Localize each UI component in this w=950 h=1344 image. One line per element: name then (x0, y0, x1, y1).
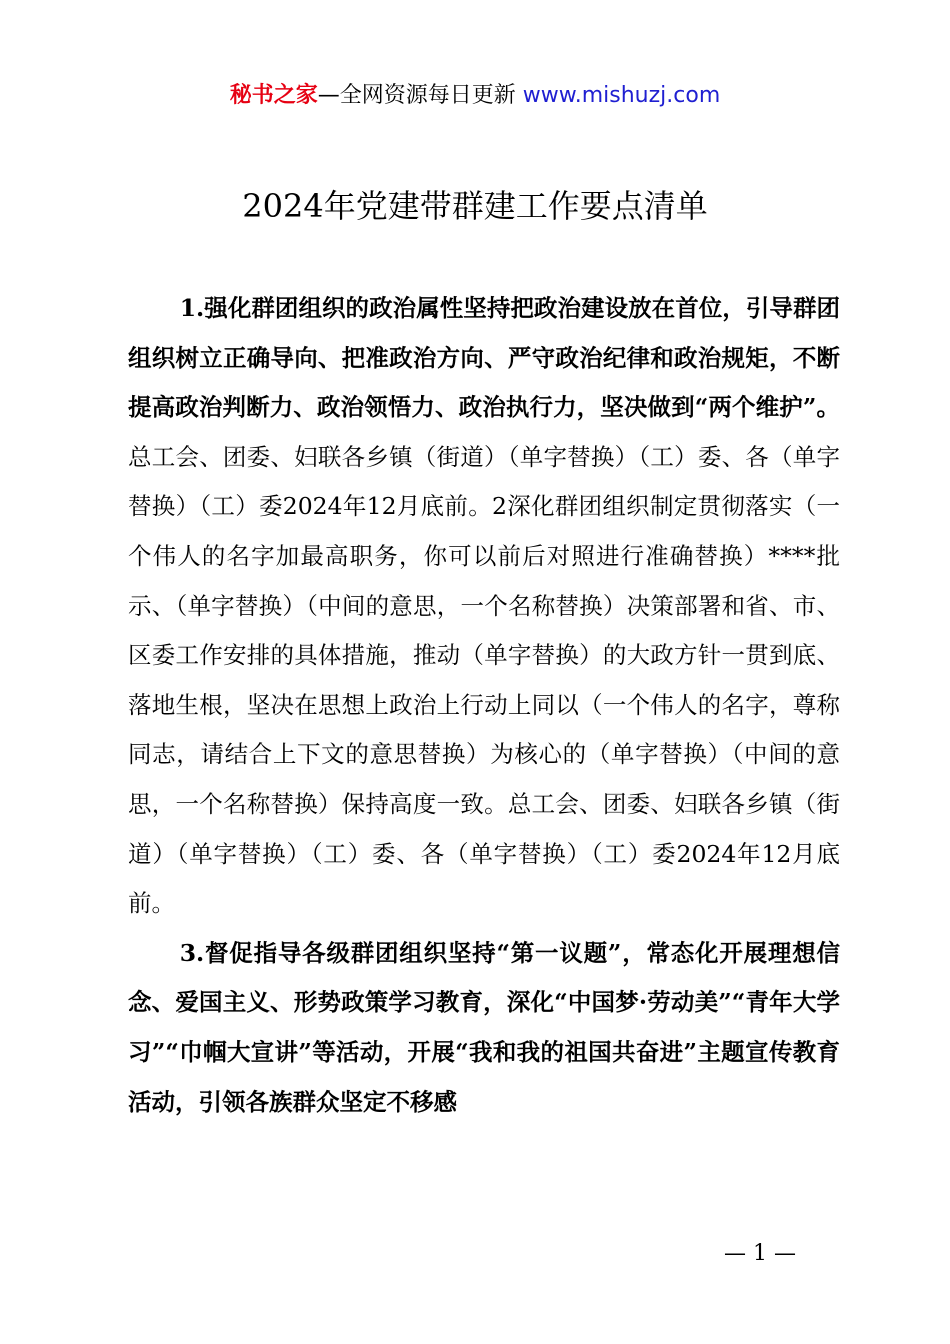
document-body (128, 284, 840, 1127)
site-header (0, 80, 950, 112)
paragraph-3-bold: 3.督促指导各级群团组织坚持“第一议题”，常态化开展理想信念、爱国主义、形势政策学习教育，深化“中国梦·劳动美”“青年大学习”“巾帼大宣讲”等活动，开展“我和我的祖国共奋进”主题宣传教育活动，引领各族群众坚定不移感 (128, 938, 840, 1116)
page-number: — 1 — (724, 1241, 796, 1266)
site-url[interactable]: www.mishuzj.com (515, 83, 721, 108)
paragraph-1 (128, 284, 840, 929)
header-slogan: —全网资源每日更新 (317, 83, 516, 108)
brand-name: 秘书之家 (229, 83, 318, 108)
paragraph-1-text: 总工会、团委、妇联各乡镇（街道）（单字替换）（工）委、各（单字替换）（工）委2024年12月底前。2深化群团组织制定贯彻落实（一个伟人的名字加最高职务，你可以前后对照进行准确替换）****批示、（单字替换）（中间的意思，一个名称替换）决策部署和省、市、区委工作安排的具体措施，推动（单字替换）的大政方针一贯到底、落地生根，坚决在思想上政治上行动上同以（一个伟人的名字，尊称同志，请结合上下文的意思替换）为核心的（单字替换）（中间的意思，一个名称替换）保持高度一致。总工会、团委、妇联各乡镇（街道）（单字替换）（工）委、各（单字替换）（工）委2024年12月底前。 (128, 442, 840, 918)
document-title: 2024年党建带群建工作要点清单 (242, 187, 708, 225)
paragraph-1-bold: 1.强化群团组织的政治属性坚持把政治建设放在首位，引导群团组织树立正确导向、把准政治方向、严守政治纪律和政治规矩，不断提高政治判断力、政治领悟力、政治执行力，坚决做到“两个维护”。 (128, 294, 840, 422)
paragraph-3 (128, 929, 840, 1127)
